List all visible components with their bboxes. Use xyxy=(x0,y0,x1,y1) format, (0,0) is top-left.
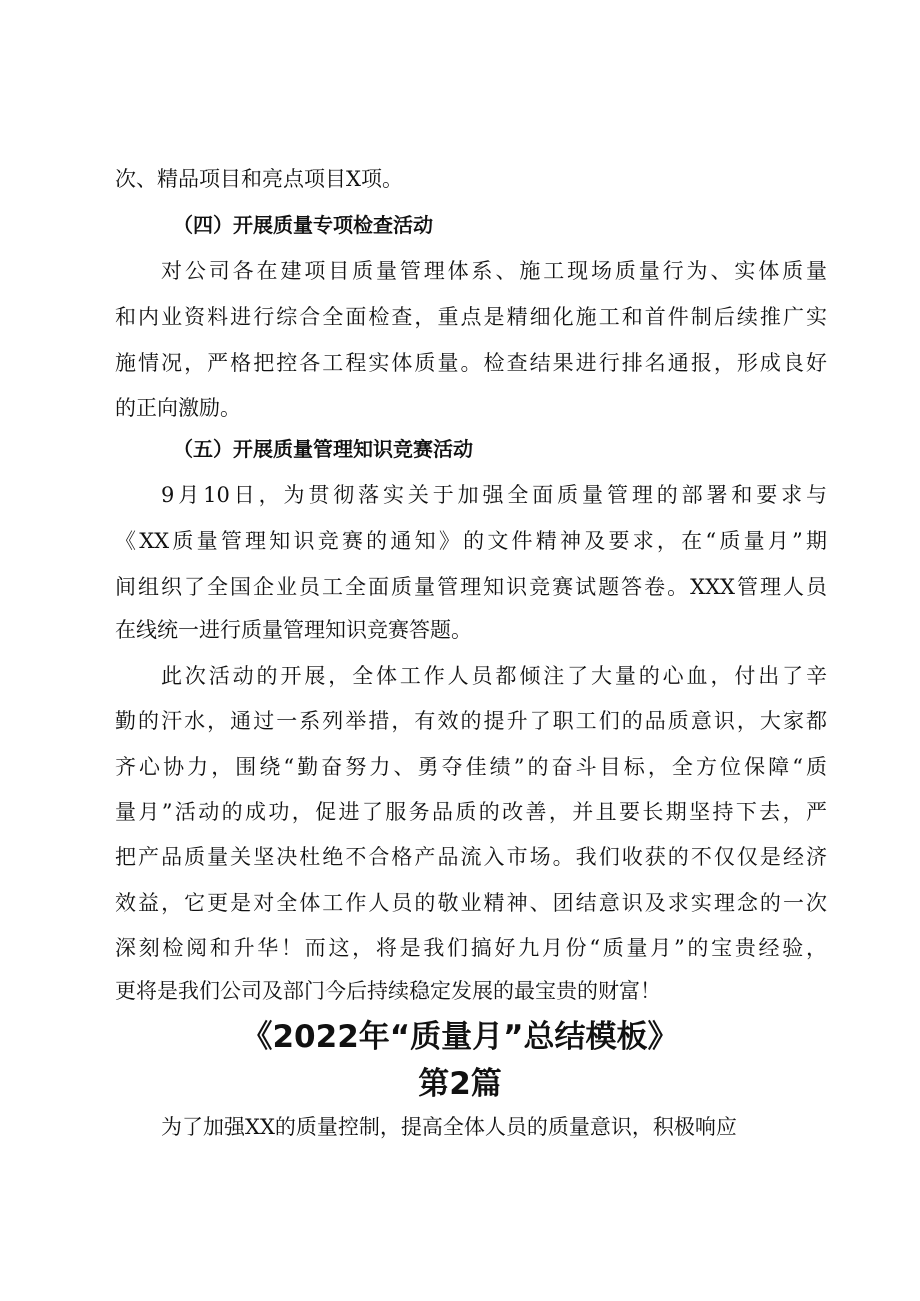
document-subtitle: 第2篇 xyxy=(418,1066,502,1102)
paragraph-line: 《XX质量管理知识竞赛的通知》的文件精神及要求，在“质量月”期 xyxy=(115,529,827,553)
paragraph-line: 次、精品项目和亮点项目X项。 xyxy=(115,167,403,191)
paragraph-line: 的正向激励。 xyxy=(115,396,241,420)
paragraph-line: 和内业资料进行综合全面检查，重点是精细化施工和首件制后续推广实 xyxy=(115,305,827,329)
section-heading-5: （五）开展质量管理知识竞赛活动 xyxy=(173,437,473,461)
paragraph-line: 效益，它更是对全体工作人员的敬业精神、团结意识及求实理念的一次 xyxy=(115,891,827,915)
paragraph-line: 量月”活动的成功，促进了服务品质的改善，并且要长期坚持下去，严 xyxy=(115,800,827,824)
paragraph-line: 勤的汗水，通过一系列举措，有效的提升了职工们的品质意识，大家都 xyxy=(115,709,827,733)
paragraph-line: 间组织了全国企业员工全面质量管理知识竞赛试题答卷。XXX管理人员 xyxy=(115,575,827,599)
paragraph-line: 深刻检阅和升华！而这，将是我们搞好九月份“质量月”的宝贵经验， xyxy=(115,936,827,960)
paragraph-line: 把产品质量关坚决杜绝不合格产品流入市场。我们收获的不仅仅是经济 xyxy=(115,845,827,869)
paragraph-line: 对公司各在建项目质量管理体系、施工现场质量行为、实体质量 xyxy=(161,259,827,283)
paragraph-line: 此次活动的开展，全体工作人员都倾注了大量的心血，付出了辛 xyxy=(161,664,827,688)
paragraph-line: 更将是我们公司及部门今后持续稳定发展的最宝贵的财富！ xyxy=(115,979,661,1003)
paragraph-line: 在线统一进行质量管理知识竞赛答题。 xyxy=(115,618,472,642)
paragraph-line: 9月10日，为贯彻落实关于加强全面质量管理的部署和要求与 xyxy=(161,483,827,507)
section-heading-4: （四）开展质量专项检查活动 xyxy=(173,213,433,237)
document-title: 《2022年“质量月”总结模板》 xyxy=(241,1019,679,1055)
paragraph-line: 齐心协力，围绕“勤奋努力、勇夺佳绩”的奋斗目标，全方位保障“质 xyxy=(115,755,827,779)
paragraph-line: 为了加强XX的质量控制，提高全体人员的质量意识，积极响应 xyxy=(161,1115,737,1139)
paragraph-line: 施情况，严格把控各工程实体质量。检查结果进行排名通报，形成良好 xyxy=(115,351,827,375)
